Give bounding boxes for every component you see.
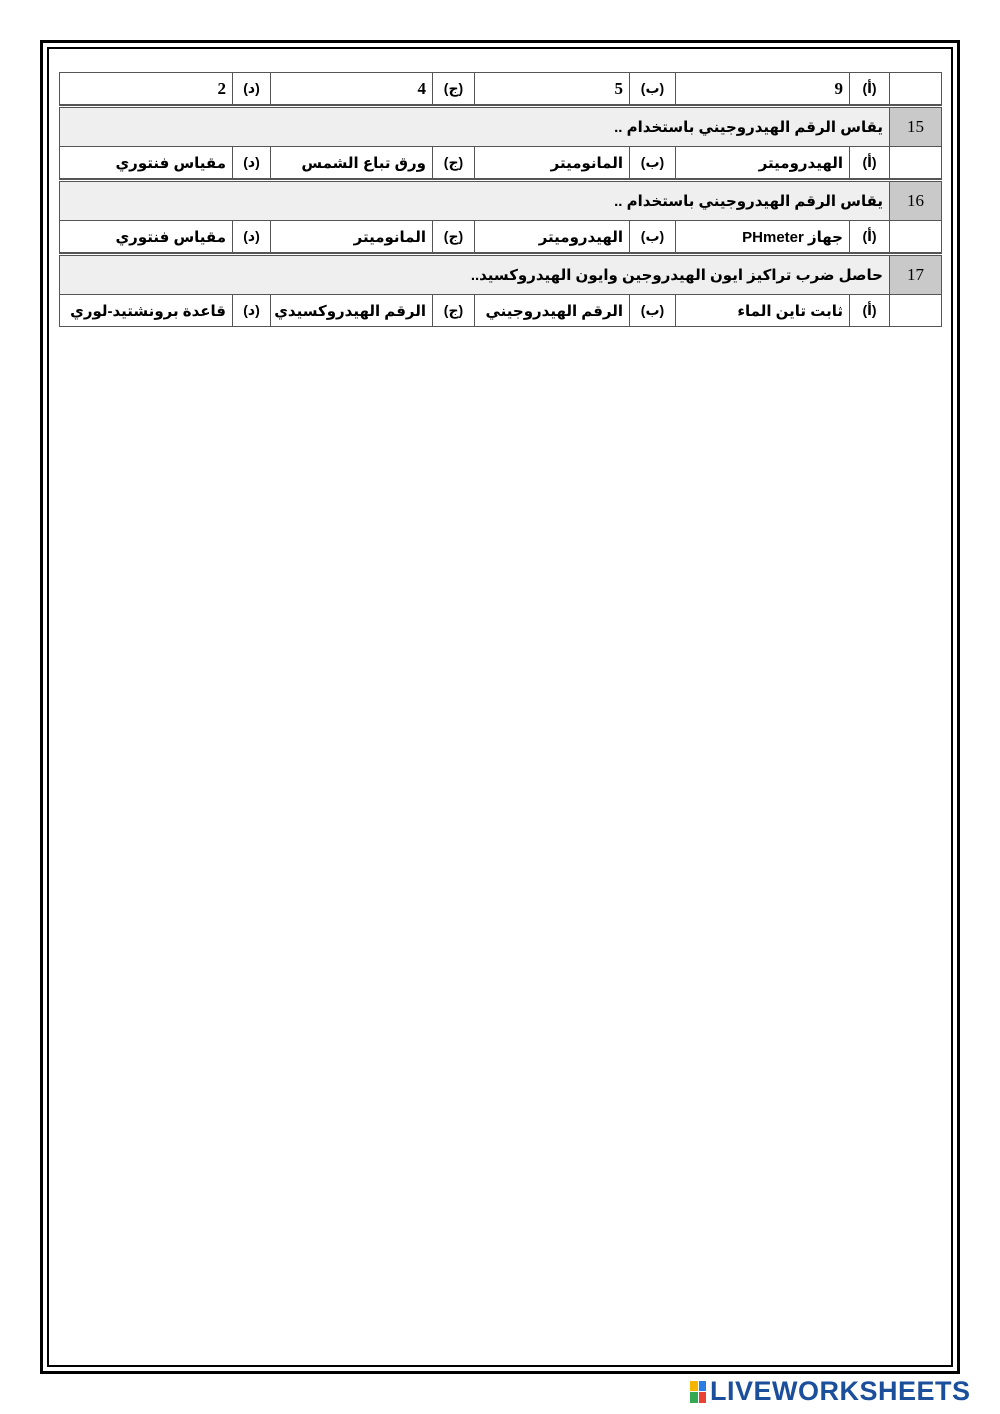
options-row-16 (60, 221, 942, 253)
liveworksheets-logo (690, 1376, 971, 1407)
question-number: 16 (890, 181, 942, 221)
option-label-c: (ج) (433, 221, 475, 253)
option-label-d: (د) (233, 221, 271, 253)
options-row-15 (60, 147, 942, 179)
option-answer-a[interactable]: الهيدروميتر (676, 147, 850, 179)
question-row-16 (60, 181, 942, 221)
number-cell-empty (890, 147, 942, 179)
option-label-a: (أ) (850, 221, 890, 253)
option-answer-d[interactable]: مقياس فنتوري (60, 147, 233, 179)
option-label-d: (د) (233, 73, 271, 105)
option-answer-c[interactable]: الرقم الهيدروكسيدي (271, 295, 433, 327)
option-answer-b[interactable]: الهيدروميتر (475, 221, 630, 253)
option-label-d: (د) (233, 147, 271, 179)
number-cell-empty (890, 221, 942, 253)
option-answer-a[interactable]: 9 (676, 73, 850, 105)
option-answer-c[interactable]: ورق تباع الشمس (271, 147, 433, 179)
question-row-17 (60, 255, 942, 295)
quiz-table (59, 72, 942, 327)
option-answer-d[interactable]: قاعدة برونشتيد-لوري (60, 295, 233, 327)
option-label-d: (د) (233, 295, 271, 327)
question-number: 15 (890, 107, 942, 147)
option-label-b: (ب) (630, 221, 676, 253)
option-label-a: (أ) (850, 147, 890, 179)
options-row-previous (60, 73, 942, 105)
option-label-a: (أ) (850, 73, 890, 105)
liveworksheets-logo-icon (690, 1381, 706, 1403)
option-answer-d[interactable]: 2 (60, 73, 233, 105)
question-text: يقاس الرقم الهيدروجيني باستخدام .. (60, 107, 890, 147)
option-answer-a[interactable]: ثابت تاين الماء (676, 295, 850, 327)
option-answer-a[interactable]: جهاز PHmeter (676, 221, 850, 253)
brand-name: LIVEWORKSHEETS (710, 1376, 971, 1406)
option-label-b: (ب) (630, 73, 676, 105)
option-answer-d[interactable]: مقياس فنتوري (60, 221, 233, 253)
question-text: حاصل ضرب تراكيز ايون الهيدروجين وايون الهيدروكسيد.. (60, 255, 890, 295)
option-answer-b[interactable]: المانوميتر (475, 147, 630, 179)
question-number: 17 (890, 255, 942, 295)
option-answer-c[interactable]: المانوميتر (271, 221, 433, 253)
option-label-c: (ج) (433, 73, 475, 105)
number-cell-empty (890, 295, 942, 327)
option-answer-b[interactable]: الرقم الهيدروجيني (475, 295, 630, 327)
option-label-c: (ج) (433, 295, 475, 327)
number-cell-empty (890, 73, 942, 105)
option-label-b: (ب) (630, 147, 676, 179)
option-label-b: (ب) (630, 295, 676, 327)
option-label-c: (ج) (433, 147, 475, 179)
option-answer-b[interactable]: 5 (475, 73, 630, 105)
question-row-15 (60, 107, 942, 147)
options-row-17 (60, 295, 942, 327)
option-label-a: (أ) (850, 295, 890, 327)
option-answer-c[interactable]: 4 (271, 73, 433, 105)
question-text: يقاس الرقم الهيدروجيني باستخدام .. (60, 181, 890, 221)
